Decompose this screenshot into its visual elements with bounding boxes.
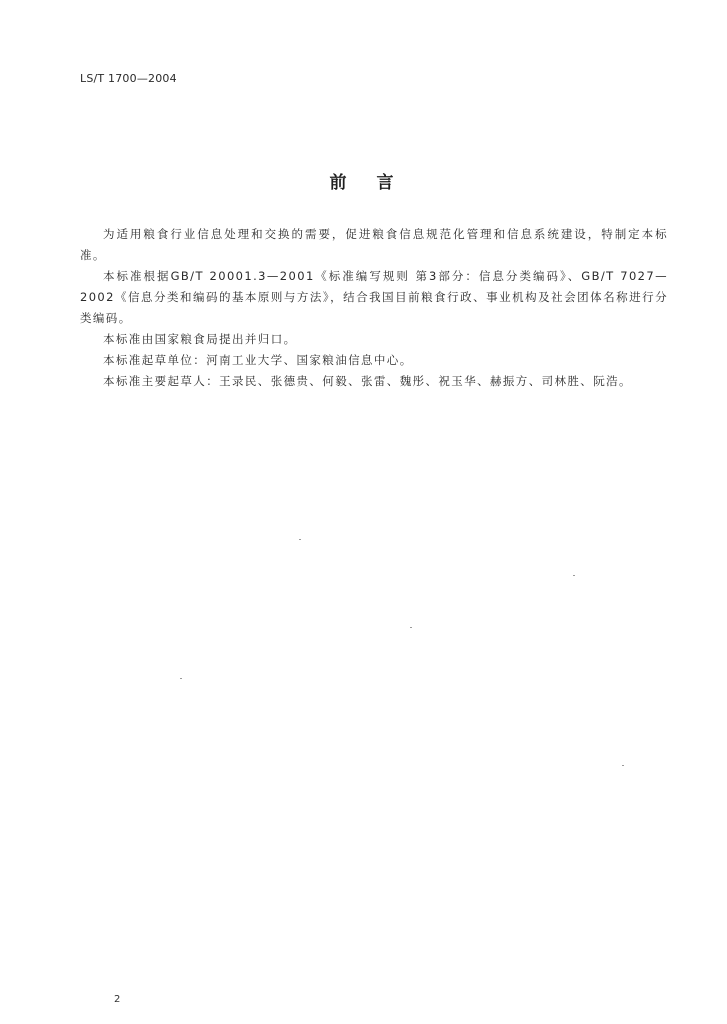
scan-speck xyxy=(573,575,575,576)
scan-speck xyxy=(410,627,412,628)
paragraph-drafters: 本标准主要起草人：王录民、张德贵、何毅、张雷、魏彤、祝玉华、赫振方、司林胜、阮浩。 xyxy=(103,374,632,388)
scan-speck xyxy=(622,765,624,766)
scan-speck xyxy=(299,539,301,540)
paragraph-drafting-units: 本标准起草单位：河南工业大学、国家粮油信息中心。 xyxy=(103,353,413,367)
paragraph-proposer: 本标准由国家粮食局提出并归口。 xyxy=(103,332,297,346)
page-number: 2 xyxy=(114,994,121,1005)
page-title: 前言 xyxy=(329,173,424,193)
standard-code-header: LS/T 1700—2004 xyxy=(80,72,177,85)
paragraph-purpose: 为适用粮食行业信息处理和交换的需要，促进粮食信息规范化管理和信息系统建设，特制定本标准。 xyxy=(80,227,668,262)
foreword-body xyxy=(80,224,668,392)
paragraph-basis: 本标准根据GB/T 20001.3—2001《标准编写规则 第3部分：信息分类编码》、GB/T 7027—2002《信息分类和编码的基本原则与方法》，结合我国目前粮食行政、事业机构及社会团体名称进行分类编码。 xyxy=(80,269,668,325)
scan-speck xyxy=(180,678,182,679)
